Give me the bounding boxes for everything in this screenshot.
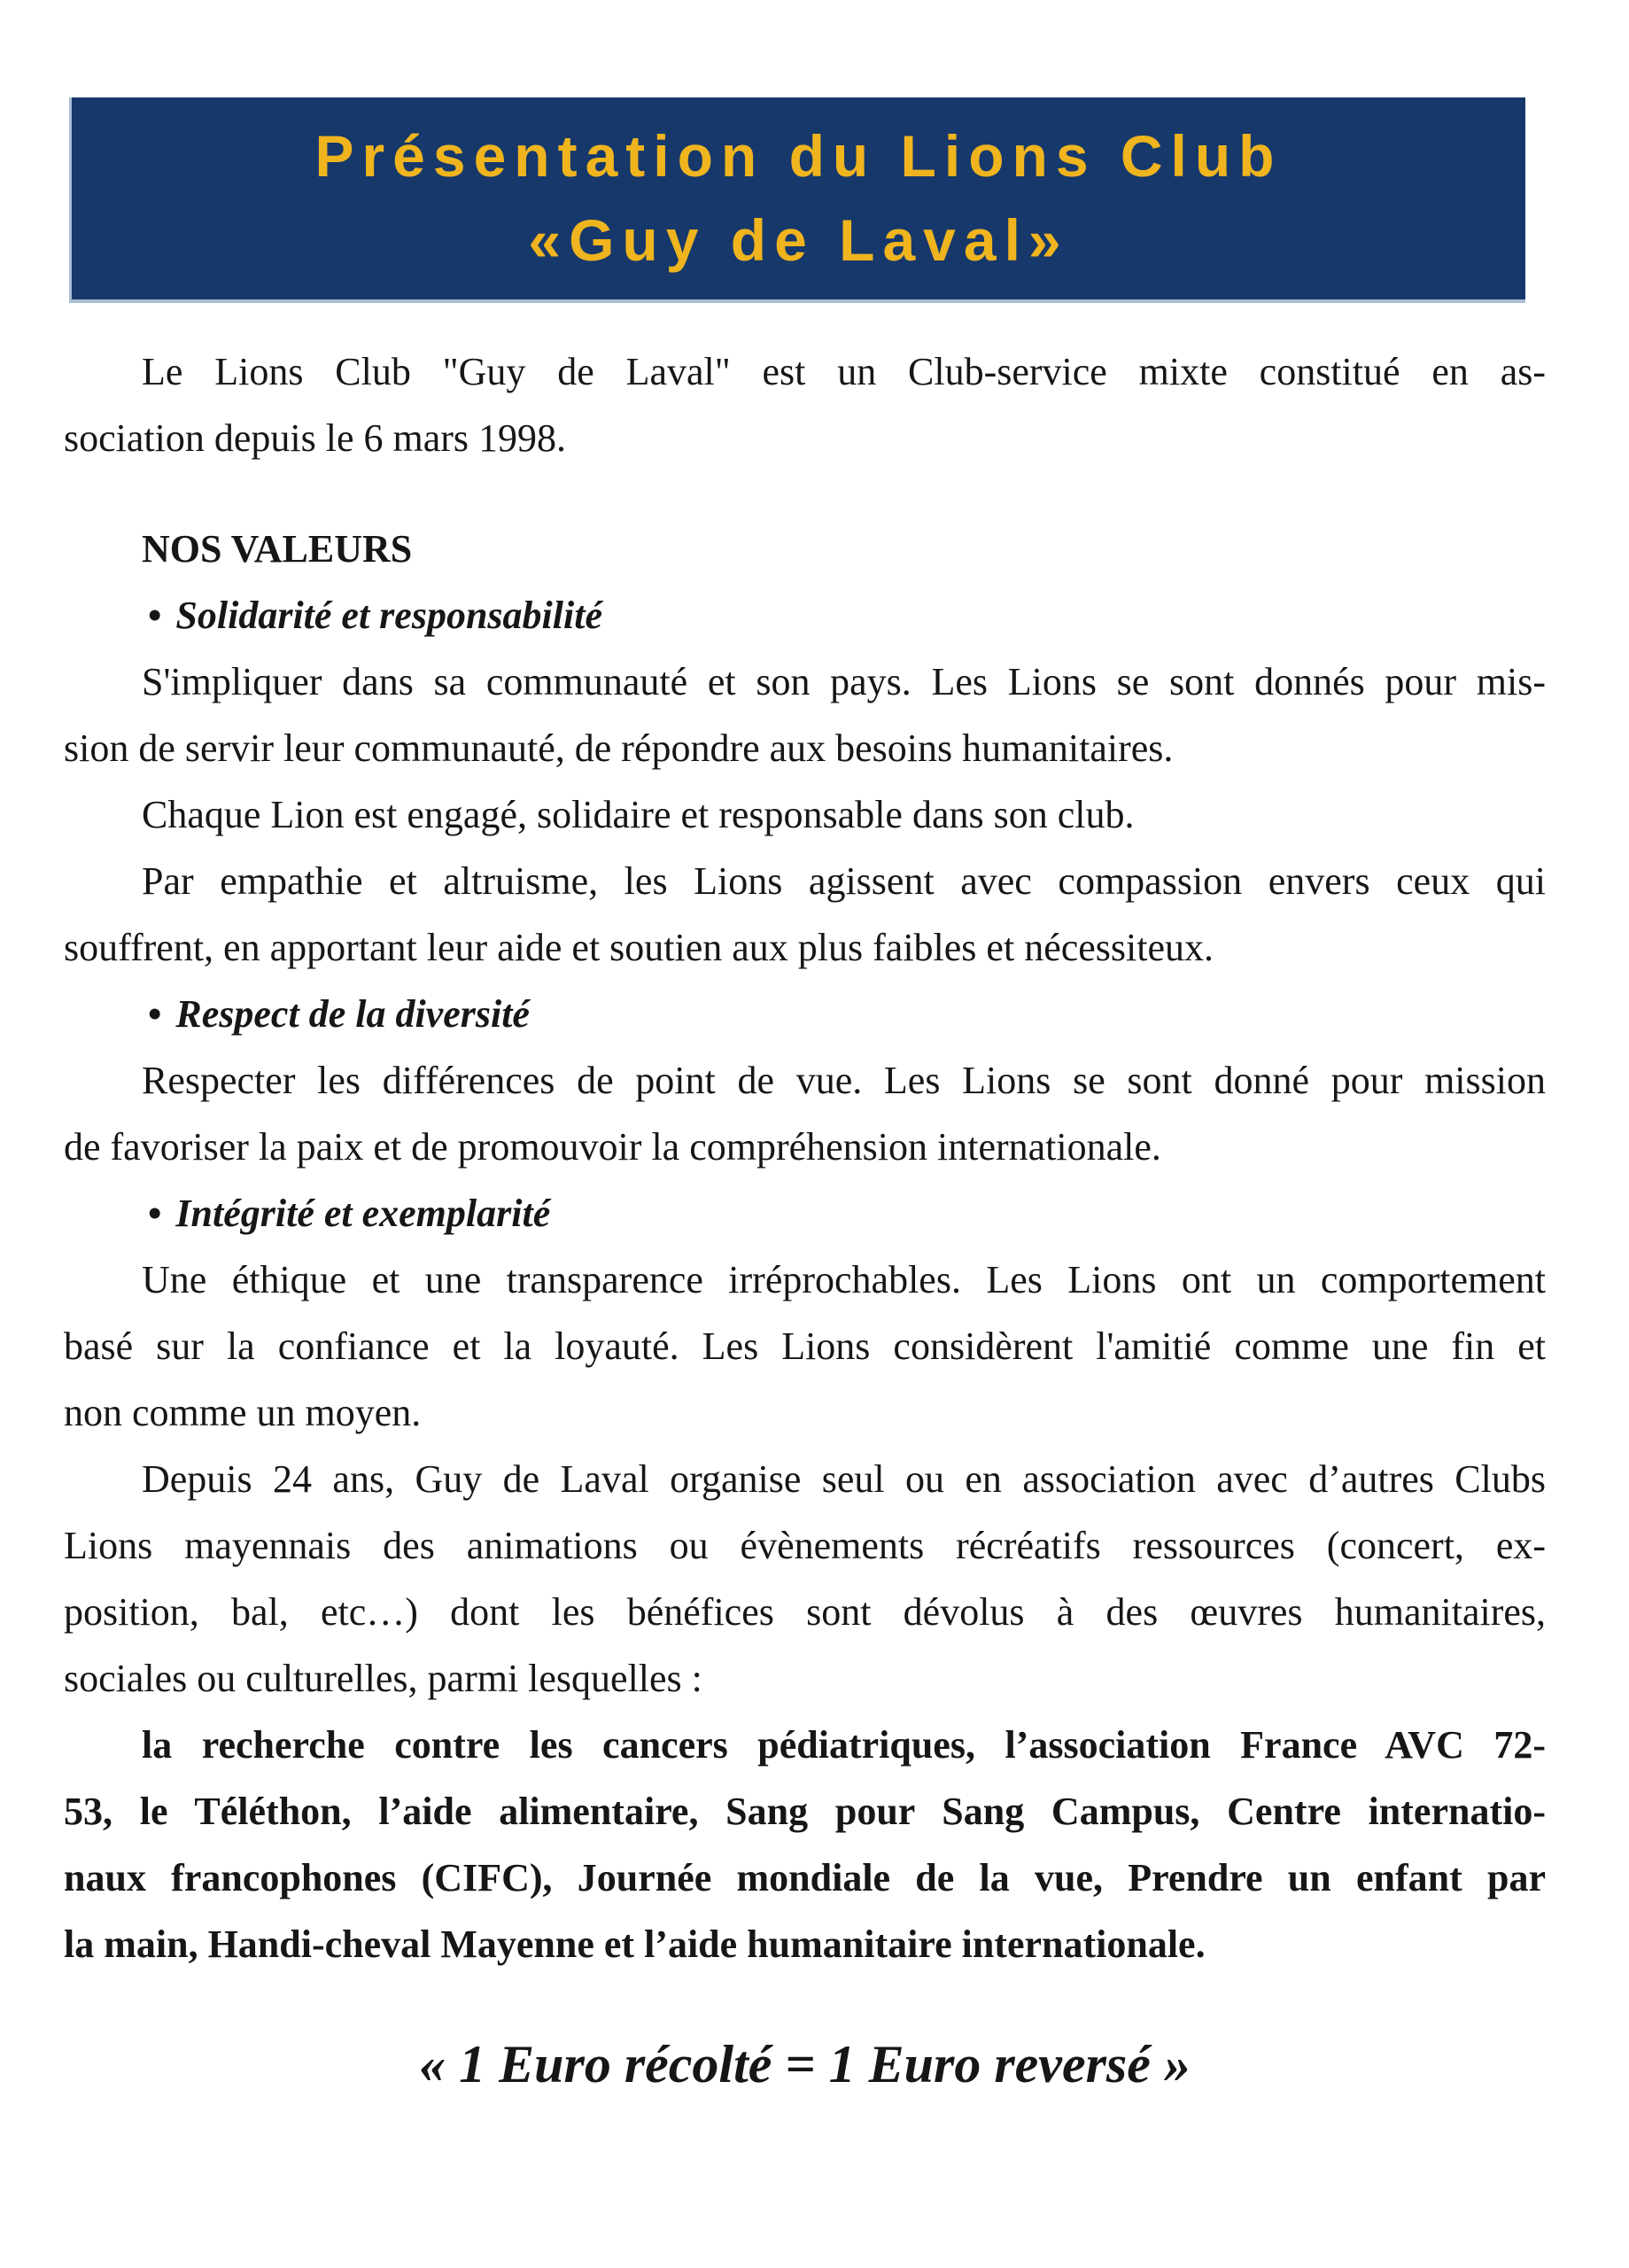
text-line: 53, le Téléthon, l’aide alimentaire, Sang pour Sang Campus, Centre internatio-	[64, 1790, 1546, 1833]
text-line: sociales ou culturelles, parmi lesquelles :	[64, 1657, 702, 1700]
paragraph	[64, 1446, 1546, 1712]
text-line: de favoriser la paix et de promouvoir la compréhension internationale.	[64, 1125, 1161, 1169]
bullet-heading	[148, 1180, 1546, 1247]
text-line: Une éthique et une transparence irréprochables. Les Lions ont un comportement	[142, 1258, 1546, 1301]
paragraph	[64, 1047, 1546, 1180]
text-line: Chaque Lion est engagé, solidaire et responsable dans son club.	[142, 793, 1135, 836]
title-banner	[69, 97, 1525, 303]
paragraph	[64, 338, 1546, 471]
text-line: S'impliquer dans sa communauté et son pays. Les Lions se sont donnés pour mis-	[142, 660, 1546, 703]
bullet-icon: •	[148, 594, 162, 637]
text-line: Par empathie et altruisme, les Lions agissent avec compassion envers ceux qui	[142, 859, 1546, 903]
paragraph	[64, 848, 1546, 981]
document-body	[64, 338, 1546, 2100]
paragraph	[64, 1247, 1546, 1446]
text-line: non comme un moyen.	[64, 1391, 422, 1434]
page-title-line2: «Guy de Laval»	[528, 207, 1069, 273]
paragraph	[64, 781, 1546, 848]
tagline: « 1 Euro récolté = 1 Euro reversé »	[419, 2035, 1191, 2093]
text-line: basé sur la confiance et la loyauté. Les Lions considèrent l'amitié comme une fin et	[64, 1324, 1546, 1368]
bullet-heading-label: Respect de la diversité	[175, 992, 530, 1036]
bullet-icon: •	[148, 1192, 162, 1235]
paragraph	[64, 1712, 1546, 1977]
text-line: naux francophones (CIFC), Journée mondiale de la vue, Prendre un enfant par	[64, 1856, 1546, 1899]
text-line: sion de servir leur communauté, de répondre aux besoins humanitaires.	[64, 726, 1174, 770]
text-line: la recherche contre les cancers pédiatriques, l’association France AVC 72-	[142, 1723, 1546, 1767]
bullet-heading	[148, 582, 1546, 649]
bullet-heading-label: Intégrité et exemplarité	[175, 1192, 551, 1235]
bullet-icon: •	[148, 992, 162, 1036]
text-line: souffrent, en apportant leur aide et soutien aux plus faibles et nécessiteux.	[64, 926, 1214, 969]
text-line: la main, Handi-cheval Mayenne et l’aide humanitaire internationale.	[64, 1922, 1206, 1966]
text-line: Lions mayennais des animations ou évènements récréatifs ressources (concert, ex-	[64, 1524, 1546, 1567]
text-line: Depuis 24 ans, Guy de Laval organise seul ou en association avec d’autres Clubs	[142, 1457, 1546, 1501]
bullet-heading-label: Solidarité et responsabilité	[175, 594, 602, 637]
page-title-line1: Présentation du Lions Club	[314, 123, 1283, 189]
bullet-heading	[148, 981, 1546, 1047]
text-line: Le Lions Club "Guy de Laval" est un Club-service mixte constitué en as-	[142, 350, 1546, 393]
section-heading: NOS VALEURS	[142, 527, 413, 571]
paragraph	[64, 649, 1546, 781]
text-line: sociation depuis le 6 mars 1998.	[64, 416, 567, 460]
text-line: position, bal, etc…) dont les bénéfices sont dévolus à des œuvres humanitaires,	[64, 1590, 1546, 1634]
text-line: Respecter les différences de point de vue. Les Lions se sont donné pour mission	[142, 1059, 1546, 1102]
